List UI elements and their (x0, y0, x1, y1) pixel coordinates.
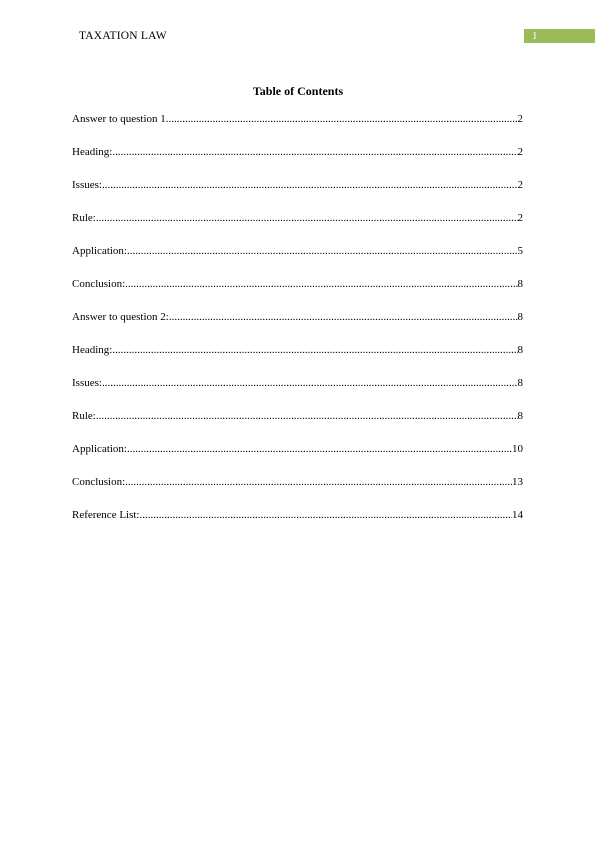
toc-entry-application-2[interactable] (72, 442, 523, 475)
toc-entry-page: 13 (512, 476, 523, 488)
toc-entry-label: Heading: (72, 344, 113, 356)
toc-entry-page: 14 (512, 509, 523, 521)
toc-dot-leader (102, 178, 518, 192)
toc-entry-page: 2 (517, 212, 523, 224)
toc-entry-page: 8 (517, 278, 523, 290)
toc-entry-heading-2[interactable] (72, 343, 523, 376)
page-number-badge (524, 29, 595, 43)
toc-dot-leader (140, 508, 513, 522)
toc-entry-page: 8 (517, 311, 523, 323)
toc-entry-page: 10 (512, 443, 523, 455)
toc-dot-leader (125, 277, 517, 291)
toc-entry-label: Answer to question 2: (72, 311, 169, 323)
toc-dot-leader (96, 211, 518, 225)
toc-entry-reference-list[interactable] (72, 508, 523, 541)
toc-entry-page: 8 (517, 377, 523, 389)
toc-entry-conclusion-2[interactable] (72, 475, 523, 508)
toc-entry-answer-q2[interactable] (72, 310, 523, 343)
toc-entry-page: 2 (517, 179, 523, 191)
header-title: TAXATION LAW (79, 30, 167, 42)
toc-entry-page: 5 (517, 245, 523, 257)
toc-dot-leader (169, 310, 518, 324)
toc-dot-leader (127, 244, 518, 258)
toc-entry-rule-2[interactable] (72, 409, 523, 442)
toc-dot-leader (112, 343, 517, 357)
toc-entry-label: Rule: (72, 410, 96, 422)
toc-entry-heading-1[interactable] (72, 145, 523, 178)
toc-entry-label: Application: (72, 245, 127, 257)
toc-entry-answer-q1[interactable] (72, 112, 523, 145)
toc-list (72, 112, 523, 541)
toc-entry-page: 2 (517, 113, 523, 125)
toc-entry-rule-1[interactable] (72, 211, 523, 244)
toc-entry-issues-1[interactable] (72, 178, 523, 211)
toc-dot-leader (96, 409, 518, 423)
toc-dot-leader (102, 376, 518, 390)
toc-entry-application-1[interactable] (72, 244, 523, 277)
toc-heading: Table of Contents (252, 84, 344, 98)
toc-entry-page: 2 (517, 146, 523, 158)
toc-entry-label: Application: (72, 443, 127, 455)
toc-entry-issues-2[interactable] (72, 376, 523, 409)
toc-entry-label: Issues: (72, 179, 102, 191)
page-number: 1 (532, 30, 538, 42)
toc-entry-label: Issues: (72, 377, 102, 389)
toc-entry-label: Heading: (72, 146, 113, 158)
toc-entry-page: 8 (517, 410, 523, 422)
toc-entry-page: 8 (517, 344, 523, 356)
toc-entry-label: Rule: (72, 212, 96, 224)
toc-dot-leader (166, 112, 518, 126)
toc-dot-leader (125, 475, 512, 489)
toc-dot-leader (112, 145, 517, 159)
toc-entry-conclusion-1[interactable] (72, 277, 523, 310)
toc-entry-label: Answer to question 1 (72, 113, 166, 125)
toc-entry-label: Conclusion: (72, 476, 126, 488)
toc-dot-leader (127, 442, 512, 456)
toc-entry-label: Conclusion: (72, 278, 126, 290)
toc-entry-label: Reference List: (72, 509, 140, 521)
